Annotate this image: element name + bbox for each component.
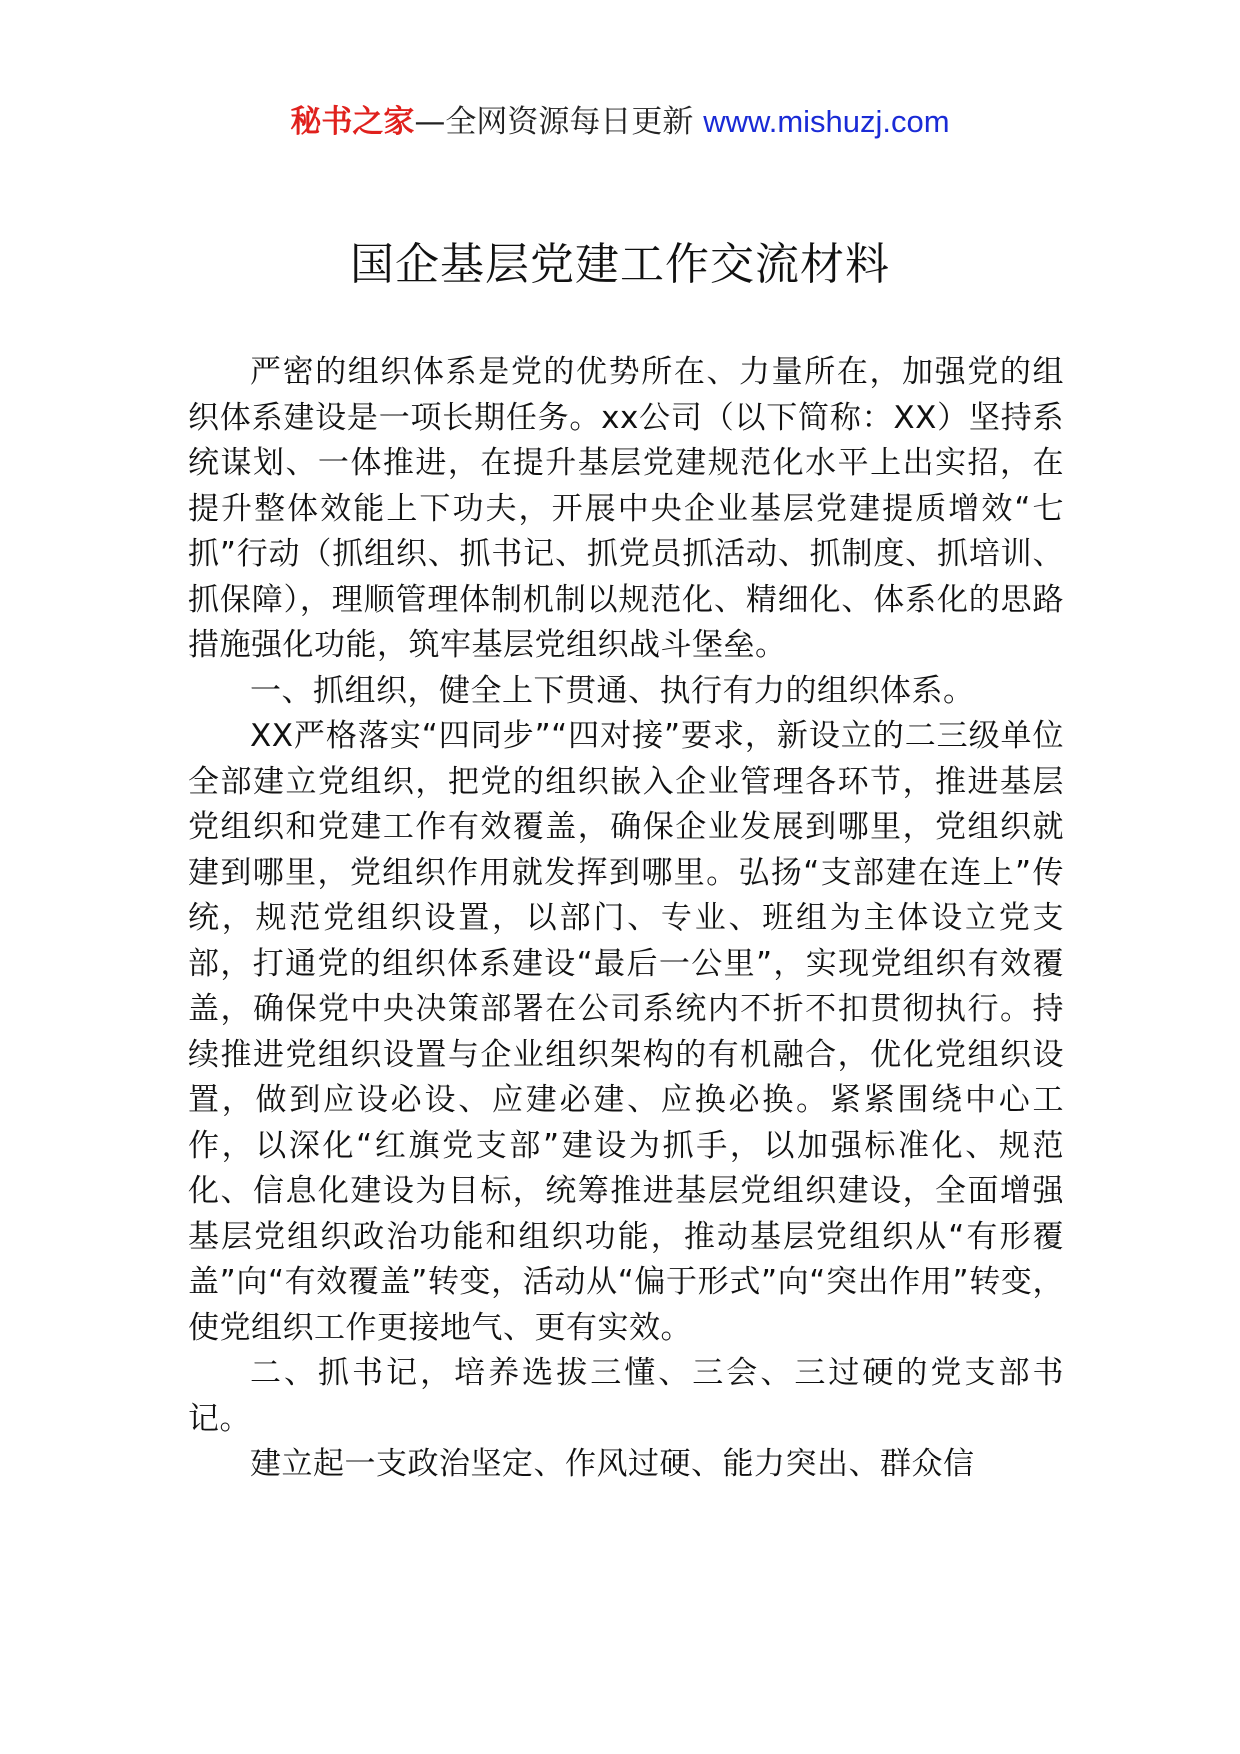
document-body xyxy=(188,350,1064,1488)
site-url-link[interactable]: www.mishuzj.com xyxy=(703,104,950,139)
brand-name: 秘书之家 xyxy=(290,104,415,140)
section-heading-1: 一、抓组织，健全上下贯通、执行有力的组织体系。 xyxy=(250,672,975,709)
document-title: 国企基层党建工作交流材料 xyxy=(350,239,890,290)
header-tagline: —全网资源每日更新 xyxy=(414,104,694,140)
intro-paragraph: 严密的组织体系是党的优势所在、力量所在，加强党的组织体系建设是一项长期任务。xx公司（以下简称：XX）坚持系统谋划、一体推进，在提升基层党建规范化水平上出实招，在提升整体效能上下功夫，开展中央企业基层党建提质增效“七抓”行动（抓组织、抓书记、抓党员抓活动、抓制度、抓培训、抓保障），理顺管理体制机制以规范化、精细化、体系化的思路措施强化功能，筑牢基层党组织战斗堡垒。 xyxy=(188,354,1064,663)
section-paragraph-2: 建立起一支政治坚定、作风过硬、能力突出、群众信 xyxy=(250,1446,975,1482)
section-heading-2: 二、抓书记，培养选拔三懂、三会、三过硬的党支部书记。 xyxy=(188,1355,1064,1437)
section-paragraph-1: XX严格落实“四同步”“四对接”要求，新设立的二三级单位全部建立党组织，把党的组织嵌入企业管理各环节，推进基层党组织和党建工作有效覆盖，确保企业发展到哪里，党组织就建到哪里，党组织作用就发挥到哪里。弘扬“支部建在连上”传统，规范党组织设置，以部门、专业、班组为主体设立党支部，打通党的组织体系建设“最后一公里”，实现党组织有效覆盖，确保党中央决策部署在公司系统内不折不扣贯彻执行。持续推进党组织设置与企业组织架构的有机融合，优化党组织设置，做到应设必设、应建必建、应换必换。紧紧围绕中心工作，以深化“红旗党支部”建设为抓手，以加强标准化、规范化、信息化建设为目标，统筹推进基层党组织建设，全面增强基层党组织政治功能和组织功能，推动基层党组织从“有形覆盖”向“有效覆盖”转变，活动从“偏于形式”向“突出作用”转变，使党组织工作更接地气、更有实效。 xyxy=(188,718,1064,1346)
site-header xyxy=(0,100,1240,144)
